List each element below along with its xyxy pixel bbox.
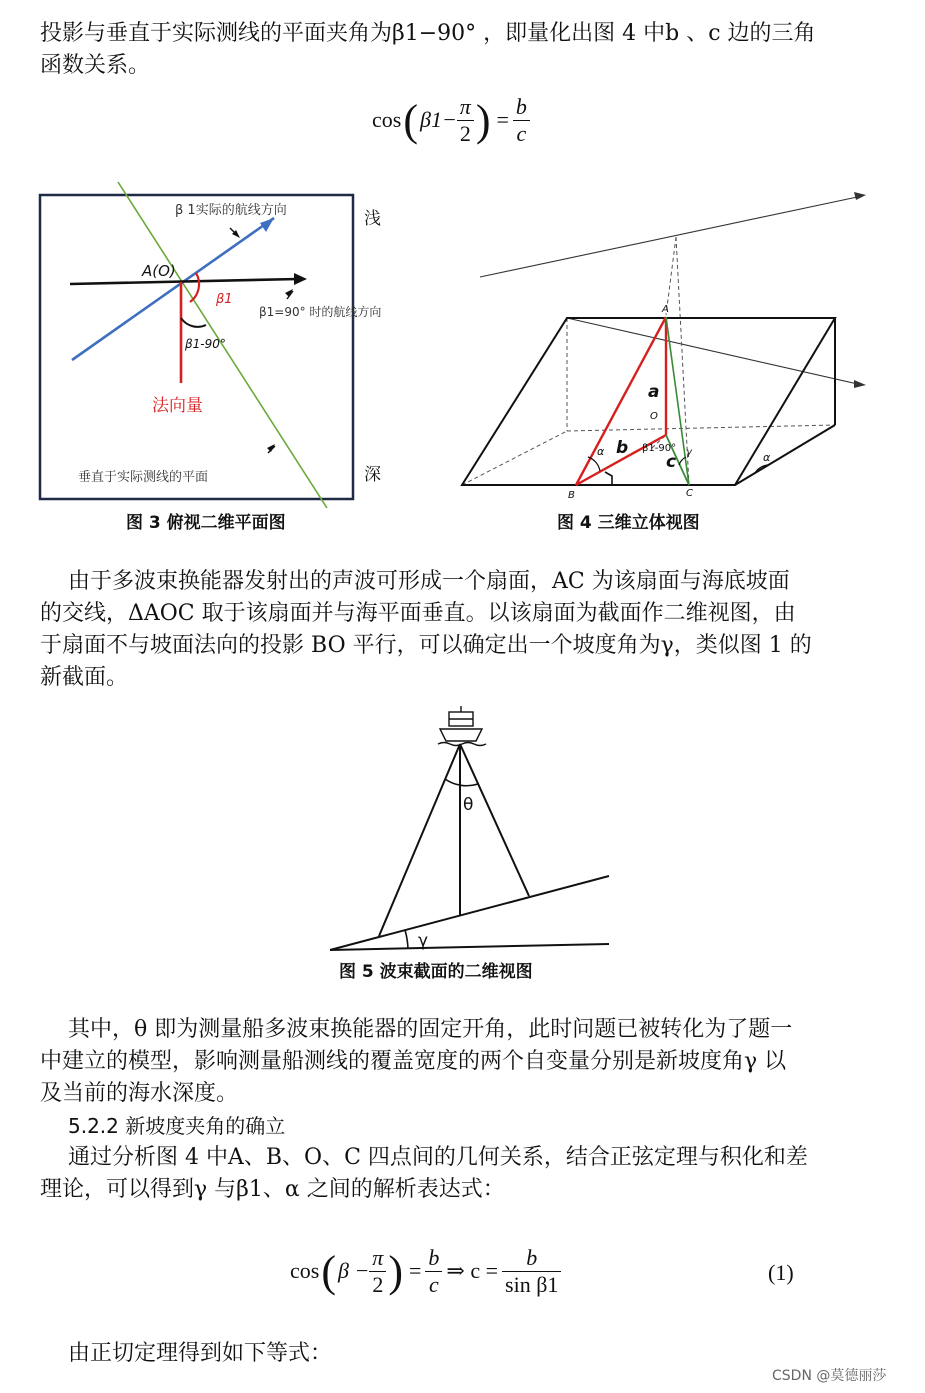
fig4-label-O: O — [650, 411, 658, 422]
paragraph-2-line-2: 的交线，ΔAOC 取于该扇面并与海平面垂直。以该扇面为截面作二维视图，由 — [40, 601, 796, 626]
eq1-b2: b — [502, 1245, 561, 1272]
fig4-label-a: a — [648, 382, 660, 402]
equation-1-number: (1) — [768, 1260, 794, 1285]
fig4-label-gamma: γ — [686, 447, 692, 458]
fig3-label-shallow: 浅 — [364, 209, 381, 229]
figure-5-caption: 图 5 波束截面的二维视图 — [339, 962, 533, 982]
figure-5-diagram — [320, 698, 620, 956]
figure-4-caption: 图 4 三维立体视图 — [557, 513, 700, 533]
paragraph-3-line-2: 中建立的模型，影响测量船测线的覆盖宽度的两个自变量分别是新坡度角γ 以 — [40, 1049, 787, 1074]
eq1-cos: cos — [290, 1258, 320, 1283]
equation-1: cos ( β − $\frac{\pi}{2}$ ) = $\frac{b}{c}$ ⇒ c = $\frac{b}{\text{sin β1}}$ — [290, 1238, 561, 1304]
eq1-den: sin β1 — [505, 1271, 559, 1297]
fig4-label-alpha: α — [597, 445, 605, 458]
eq1-arg: β − — [337, 1258, 370, 1283]
fig3-label-plane: 垂直于实际测线的平面 — [78, 470, 209, 485]
eq1-b: b — [425, 1245, 442, 1272]
eq-top-pi: π — [457, 94, 474, 121]
eq1-c: c — [429, 1271, 439, 1297]
fig4-label-B: B — [568, 490, 575, 501]
fig5-label-gamma: γ — [418, 931, 429, 951]
eq1-pi: π — [369, 1245, 386, 1272]
figure-3-caption: 图 3 俯视二维平面图 — [126, 513, 286, 533]
fig3-beta1-90-arc — [181, 318, 206, 327]
fig4-label-A: A — [662, 304, 669, 315]
paragraph-4-line-1: 通过分析图 4 中A、B、O、C 四点间的几何关系，结合正弦定理与积化和差 — [68, 1145, 808, 1170]
paragraph-2-line-3: 于扇面不与坡面法向的投影 BO 平行，可以确定出一个坡度角为γ，类似图 1 的 — [40, 633, 812, 658]
eq-top-two: 2 — [459, 120, 471, 146]
fig4-label-c: c — [666, 452, 677, 472]
paragraph-5-line-1: 由正切定理得到如下等式： — [68, 1341, 333, 1366]
paragraph-3-line-1: 其中，θ 即为测量船多波束换能器的固定开角，此时问题已被转化为了题一 — [68, 1017, 793, 1042]
eq-top-b: b — [513, 94, 530, 121]
section-heading: 5.2.2 新坡度夹角的确立 — [68, 1114, 286, 1138]
fig3-label-deep: 深 — [364, 465, 381, 485]
fig4-label-alpha-2: α — [763, 451, 771, 464]
paragraph-4-line-2: 理论，可以得到γ 与β1、α 之间的解析表达式： — [40, 1177, 505, 1202]
equation-top: cos ( β1− $\frac{\pi}{2}$ ) = $\frac{b}{c}$ — [372, 88, 530, 152]
figure-3-diagram — [30, 178, 410, 508]
fig4-label-beta1-90: β1-90° — [642, 443, 677, 454]
fig4-label-b: b — [616, 438, 629, 458]
fig3-actual-course-arrow — [72, 218, 274, 360]
fig4-label-C: C — [686, 488, 693, 499]
eq-top-c: c — [516, 120, 527, 146]
fig3-label-course-90: β1=90° 时的航线方向 — [259, 305, 382, 319]
fig5-label-theta: θ — [463, 795, 474, 815]
csdn-watermark: CSDN @莫德丽莎 — [772, 1368, 887, 1384]
fig3-label-normal: 法向量 — [152, 396, 203, 416]
eq1-implies: ⇒ c = — [446, 1258, 499, 1283]
eq1-two: 2 — [372, 1271, 384, 1297]
ship-icon — [438, 706, 486, 746]
eq-top-cos: cos — [372, 107, 402, 132]
paragraph-2-line-1: 由于多波束换能器发射出的声波可形成一个扇面，AC 为该扇面与海底坡面 — [68, 569, 790, 594]
fig3-label-actual-course: β 1实际的航线方向 — [175, 203, 287, 218]
paragraph-1-line-1: 投影与垂直于实际测线的平面夹角为β1−90° ，即量化出图 4 中b 、c 边的三角 — [40, 21, 816, 46]
fig3-label-beta1: β1 — [216, 292, 233, 307]
paragraph-1-line-2: 函数关系。 — [40, 53, 151, 78]
paragraph-2-line-4: 新截面。 — [40, 665, 129, 690]
eq-top-arg: β1− — [419, 107, 457, 132]
figure-4-diagram — [450, 185, 880, 505]
fig3-label-AO: A(O) — [142, 262, 176, 280]
paragraph-3-line-3: 及当前的海水深度。 — [40, 1081, 239, 1106]
fig3-label-beta1-90: β1-90° — [185, 337, 226, 351]
